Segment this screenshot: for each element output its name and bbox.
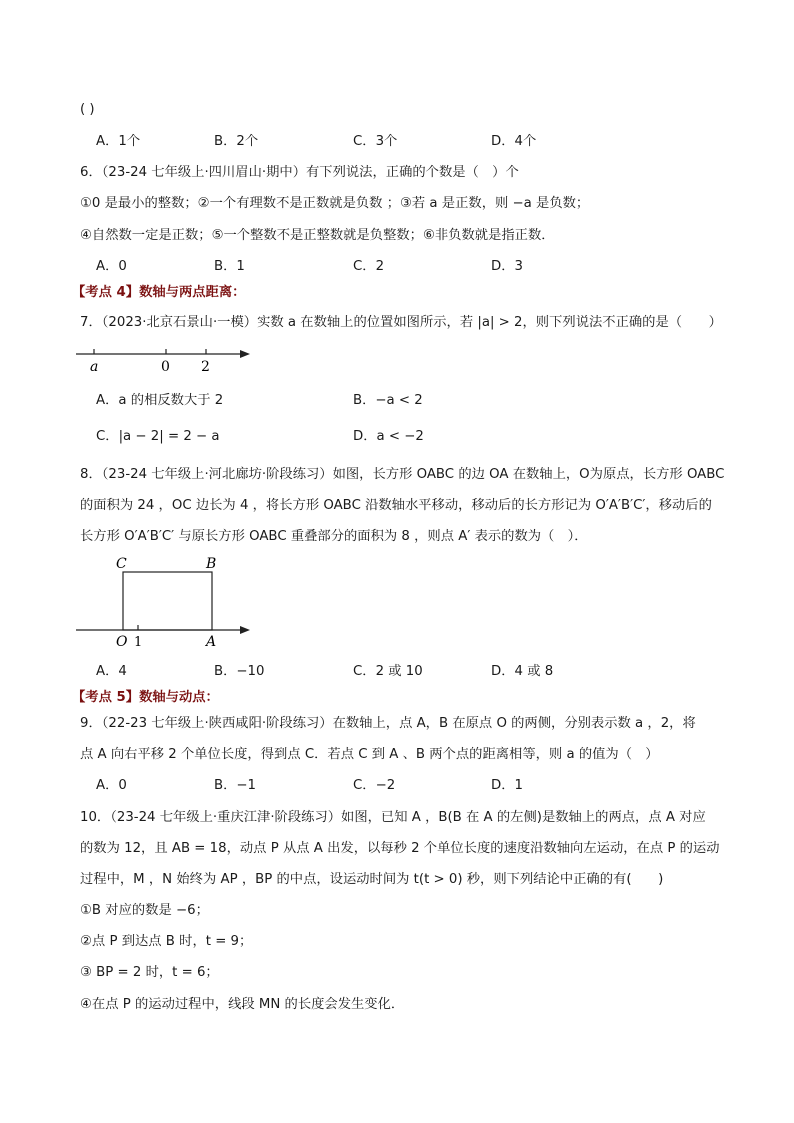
q7-option-a: A．a 的相反数大于 2 bbox=[96, 393, 224, 408]
q8-line1: 8．（23-24 七年级上·河北廊坊·阶段练习）如图，长方形 OABC 的边 OA 在数轴上，O为原点，长方形 OABC bbox=[80, 467, 725, 482]
q9-line1: 9．（22-23 七年级上·陕西咸阳·阶段练习）在数轴上，点 A，B 在原点 O 的两侧，分别表示数 a ，2，将 bbox=[80, 716, 696, 731]
q7-option-c: C．|a − 2| = 2 − a bbox=[96, 429, 220, 444]
q9-option-c: C．−2 bbox=[353, 778, 396, 793]
q9-option-d: D．1 bbox=[491, 778, 523, 793]
q5-option-b: B．2个 bbox=[214, 134, 259, 149]
arrow-icon bbox=[240, 626, 250, 634]
q10-item-1: ①B 对应的数是 −6； bbox=[80, 903, 209, 918]
q6-option-d: D．3 bbox=[491, 259, 523, 274]
label-c: C bbox=[116, 556, 127, 572]
q8-line3: 长方形 O′A′B′C′ 与原长方形 OABC 重叠部分的面积为 8 ，则点 A′ 表示的数为（ ）． bbox=[80, 529, 588, 544]
section-heading-5: 【考点 5】数轴与动点： bbox=[72, 690, 219, 705]
q10-line3: 过程中，M ，N 始终为 AP ，BP 的中点，设运动时间为 t(t > 0) 秒，则下列结论中正确的有( ) bbox=[80, 872, 664, 887]
label-one: 1 bbox=[134, 635, 143, 650]
q5-option-d: D．4个 bbox=[491, 134, 537, 149]
q5-option-a: A．1个 bbox=[96, 134, 141, 149]
q6-stem: 6．（23-24 七年级上·四川眉山·期中）有下列说法，正确的个数是（ ）个 bbox=[80, 165, 519, 180]
label-a: A bbox=[206, 634, 217, 650]
q7-stem: 7．（2023·北京石景山·一模）实数 a 在数轴上的位置如图所示，若 |a| > 2，则下列说法不正确的是（ ） bbox=[80, 315, 722, 330]
q10-item-2: ②点 P 到达点 B 时，t = 9； bbox=[80, 934, 253, 949]
q5-option-c: C．3个 bbox=[353, 134, 398, 149]
q10-item-3: ③ BP = 2 时，t = 6； bbox=[80, 965, 219, 980]
q7-option-b: B．−a < 2 bbox=[353, 393, 423, 408]
axis-label-2: 2 bbox=[201, 359, 210, 375]
q8-option-a: A．4 bbox=[96, 664, 127, 679]
q7-option-d: D．a < −2 bbox=[353, 429, 424, 444]
label-o: O bbox=[116, 634, 128, 650]
q10-line1: 10．（23-24 七年级上·重庆江津·阶段练习）如图，已知 A ，B(B 在 A 的左侧)是数轴上的两点，点 A 对应 bbox=[80, 810, 706, 825]
q8-rectangle-figure bbox=[70, 554, 260, 650]
q8-option-c: C．2 或 10 bbox=[353, 664, 423, 679]
axis-label-0: 0 bbox=[161, 359, 170, 375]
arrow-icon bbox=[240, 350, 250, 358]
section-heading-4: 【考点 4】数轴与两点距离： bbox=[72, 285, 246, 300]
q6-line1: ①0 是最小的整数；②一个有理数不是正数就是负数 ；③若 a 是正数，则 −a 是负数； bbox=[80, 196, 590, 211]
q6-line2: ④自然数一定是正数；⑤一个整数不是正整数就是负整数；⑥非负数就是指正数． bbox=[80, 228, 555, 243]
q10-line2: 的数为 12，且 AB = 18，动点 P 从点 A 出发，以每秒 2 个单位长度的速度沿数轴向左运动，在点 P 的运动 bbox=[80, 841, 720, 856]
q8-option-d: D．4 或 8 bbox=[491, 664, 554, 679]
axis-label-a: a bbox=[90, 359, 99, 375]
q6-option-a: A．0 bbox=[96, 259, 127, 274]
q10-item-4: ④在点 P 的运动过程中，线段 MN 的长度会发生变化． bbox=[80, 997, 405, 1012]
q6-option-c: C．2 bbox=[353, 259, 385, 274]
q8-option-b: B．−10 bbox=[214, 664, 265, 679]
q9-option-b: B．−1 bbox=[214, 778, 257, 793]
label-b: B bbox=[206, 556, 217, 572]
q9-line2: 点 A 向右平移 2 个单位长度，得到点 C．若点 C 到 A 、B 两个点的距离相等，则 a 的值为（ ） bbox=[80, 747, 659, 762]
q8-line2: 的面积为 24 ，OC 边长为 4 ，将长方形 OABC 沿数轴水平移动，移动后的长方形记为 O′A′B′C′，移动后的 bbox=[80, 498, 712, 513]
answer-paren: ( ) bbox=[80, 102, 95, 117]
q9-option-a: A．0 bbox=[96, 778, 127, 793]
rectangle-oabc bbox=[123, 572, 212, 630]
q7-number-line bbox=[70, 340, 260, 376]
q6-option-b: B．1 bbox=[214, 259, 245, 274]
